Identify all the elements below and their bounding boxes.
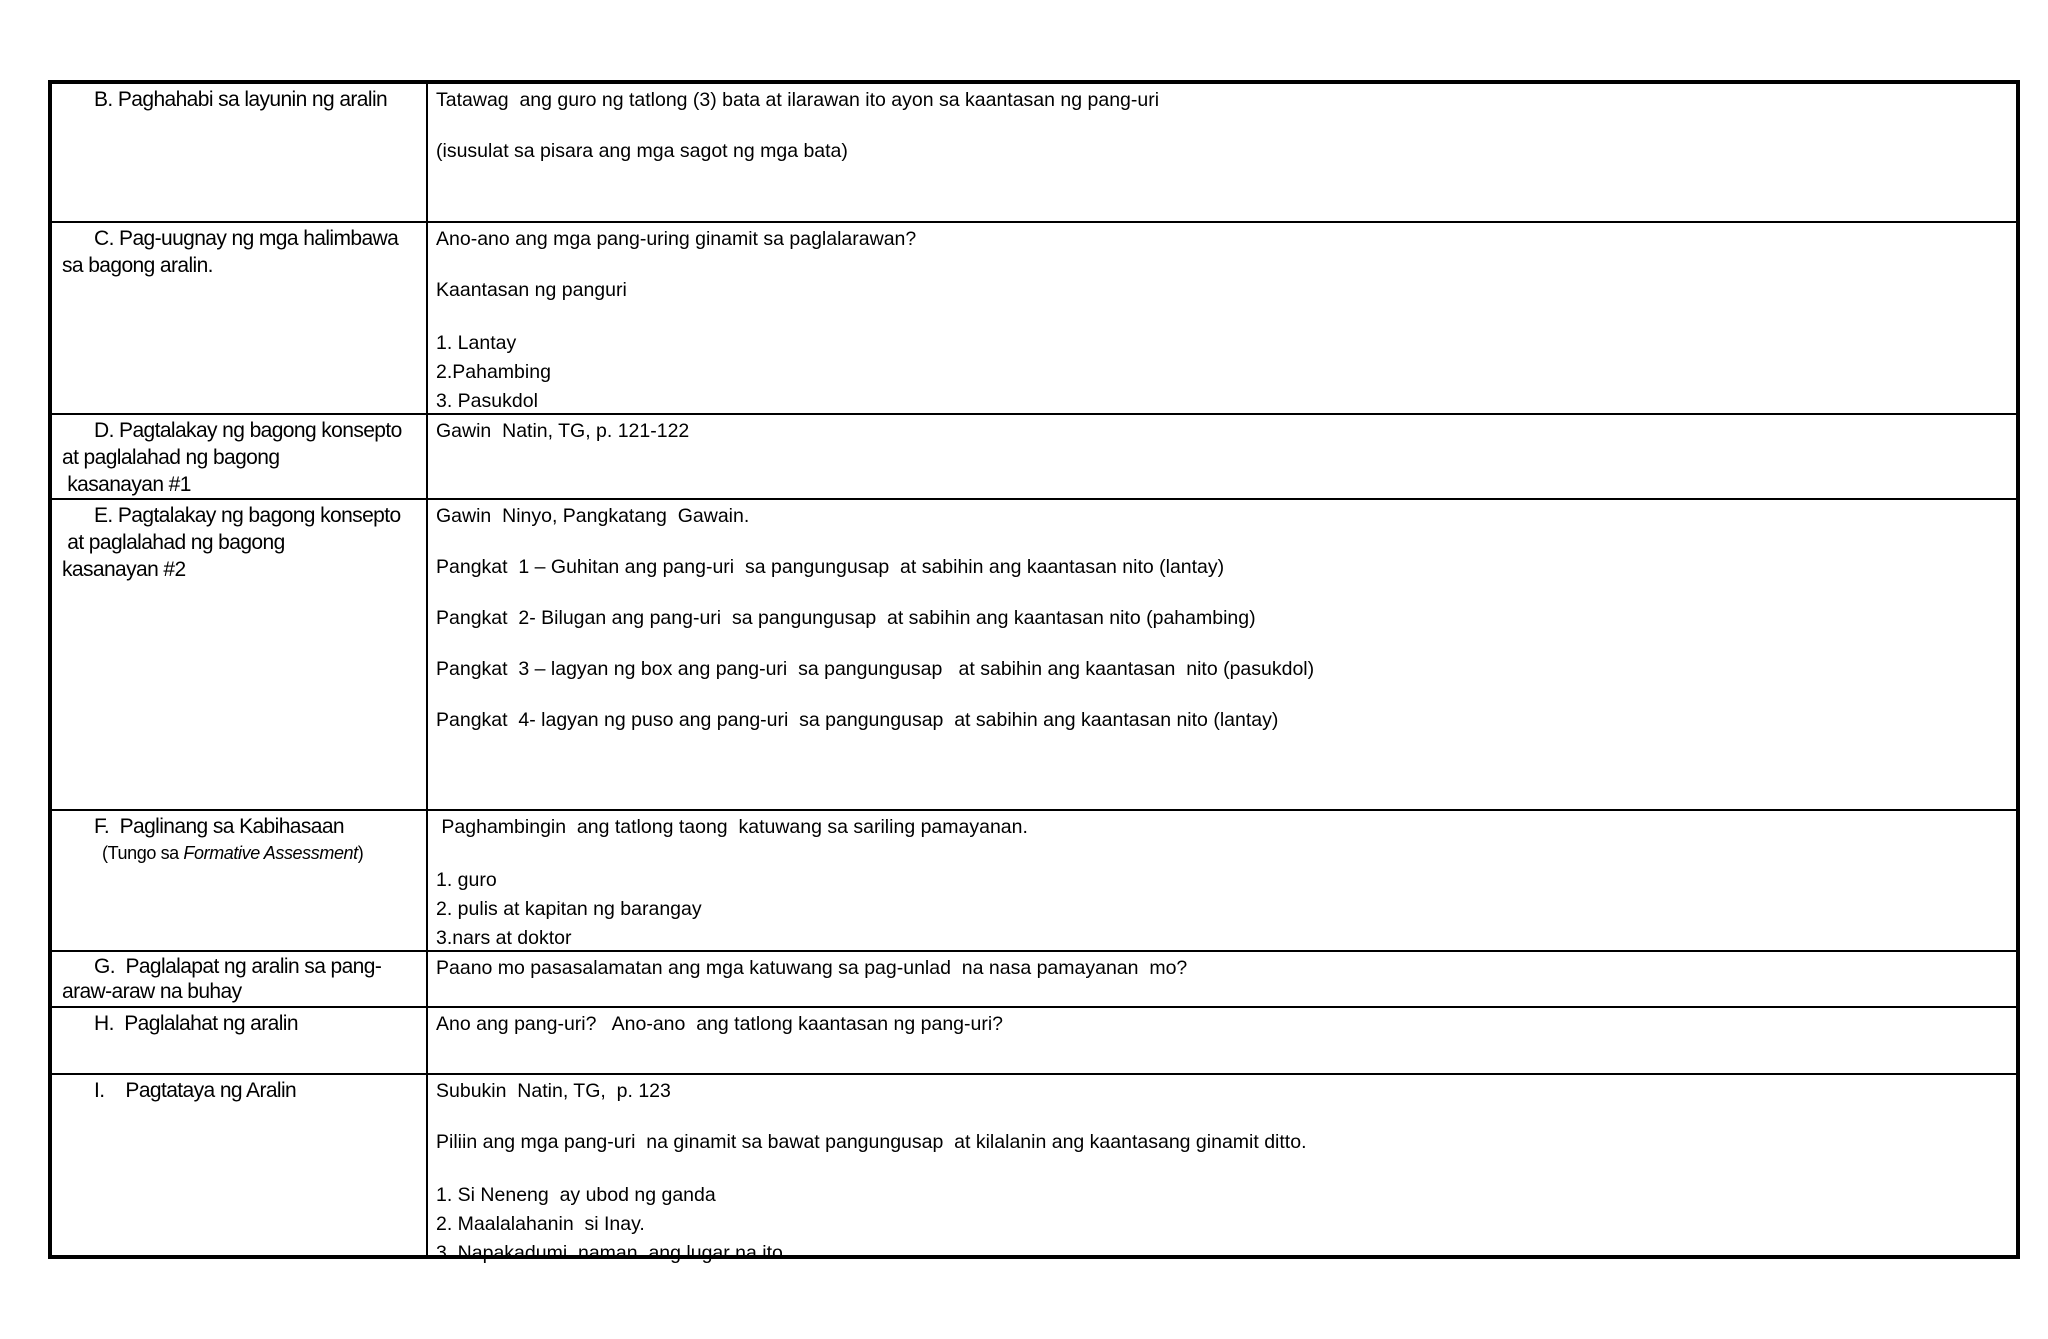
label-line: C. Pag-uugnay ng mga halimbawa (94, 227, 399, 250)
content-line: 2.Pahambing (436, 361, 551, 383)
formative-note: (Tungo sa Formative Assessment) (102, 843, 364, 863)
table-row (52, 1008, 2016, 1075)
table-row (52, 84, 2016, 223)
row-content (436, 1008, 2008, 1073)
row-content (436, 811, 2008, 950)
label-line: D. Pagtalakay ng bagong konsepto (94, 419, 402, 442)
label-line: B. Paghahabi sa layunin ng aralin (94, 88, 388, 111)
row-label (52, 500, 426, 809)
lesson-plan-table (48, 80, 2020, 1264)
content-line: Pangkat 1 – Guhitan ang pang-uri sa pangungusap at sabihin ang kaantasan nito (lantay) (436, 556, 1225, 578)
content-line: Paano mo pasasalamatan ang mga katuwang sa pag-unlad na nasa pamayanan mo? (436, 957, 1188, 979)
label-line: at paglalahad ng bagong (62, 531, 285, 554)
label-line: araw-araw na buhay (62, 980, 242, 1003)
label-line: F. Paglinang sa Kabihasaan (94, 815, 344, 838)
label-line: E. Pagtalakay ng bagong konsepto (94, 504, 401, 527)
table-row (52, 811, 2016, 952)
content-line: Pangkat 2- Bilugan ang pang-uri sa pangungusap at sabihin ang kaantasan nito (pahambing) (436, 607, 1256, 629)
content-line: 1. Si Neneng ay ubod ng ganda (436, 1184, 716, 1206)
content-line: 1. guro (436, 869, 497, 891)
row-label (52, 811, 426, 950)
content-line: 1. Lantay (436, 332, 517, 354)
label-line: at paglalahad ng bagong (62, 446, 280, 469)
label-line: H. Paglalahat ng aralin (94, 1012, 298, 1035)
row-label (52, 223, 426, 413)
row-content (436, 84, 2008, 221)
label-line: I. Pagtataya ng Aralin (94, 1079, 297, 1102)
content-line: 2. pulis at kapitan ng barangay (436, 898, 702, 920)
label-line: kasanayan #1 (62, 473, 191, 496)
row-label (52, 1075, 426, 1255)
content-line: Gawin Ninyo, Pangkatang Gawain. (436, 505, 750, 527)
content-line: 3. Napakadumi naman ang lugar na ito. (436, 1242, 789, 1264)
row-label (52, 84, 426, 221)
label-line: sa bagong aralin. (62, 254, 213, 277)
content-line: Pangkat 4- lagyan ng puso ang pang-uri sa pangungusap at sabihin ang kaantasan nito (lantay) (436, 709, 1279, 731)
table-row (52, 952, 2016, 1008)
content-line: 2. Maalalahanin si Inay. (436, 1213, 645, 1235)
table-row (52, 1075, 2016, 1264)
row-content (436, 1075, 2008, 1264)
content-line: Ano-ano ang mga pang-uring ginamit sa paglalarawan? (436, 228, 917, 250)
content-line: 3. Pasukdol (436, 390, 538, 412)
row-content (436, 952, 2008, 1006)
content-line: Pangkat 3 – lagyan ng box ang pang-uri sa pangungusap at sabihin ang kaantasan nito (pasukdol) (436, 658, 1315, 680)
label-line: G. Paglalapat ng aralin sa pang- (94, 955, 382, 978)
content-line: Kaantasan ng panguri (436, 279, 627, 301)
content-line: Paghambingin ang tatlong taong katuwang sa sariling pamayanan. (436, 816, 1028, 838)
table-row (52, 223, 2016, 415)
label-line: kasanayan #2 (62, 558, 186, 581)
content-line: Piliin ang mga pang-uri na ginamit sa bawat pangungusap at kilalanin ang kaantasang ginamit ditto. (436, 1131, 1307, 1153)
row-content (436, 500, 2008, 809)
content-line: (isusulat sa pisara ang mga sagot ng mga bata) (436, 140, 848, 162)
row-label (52, 952, 426, 1006)
content-line: Ano ang pang-uri? Ano-ano ang tatlong kaantasan ng pang-uri? (436, 1013, 1004, 1035)
table-row (52, 415, 2016, 500)
content-line: Gawin Natin, TG, p. 121-122 (436, 420, 690, 442)
table-row (52, 500, 2016, 811)
content-line: Subukin Natin, TG, p. 123 (436, 1080, 671, 1102)
row-content (436, 223, 2008, 413)
content-line: 3.nars at doktor (436, 927, 572, 949)
row-label (52, 1008, 426, 1073)
row-label (52, 415, 426, 498)
row-content (436, 415, 2008, 498)
content-line: Tatawag ang guro ng tatlong (3) bata at ilarawan ito ayon sa kaantasan ng pang-uri (436, 89, 1160, 111)
